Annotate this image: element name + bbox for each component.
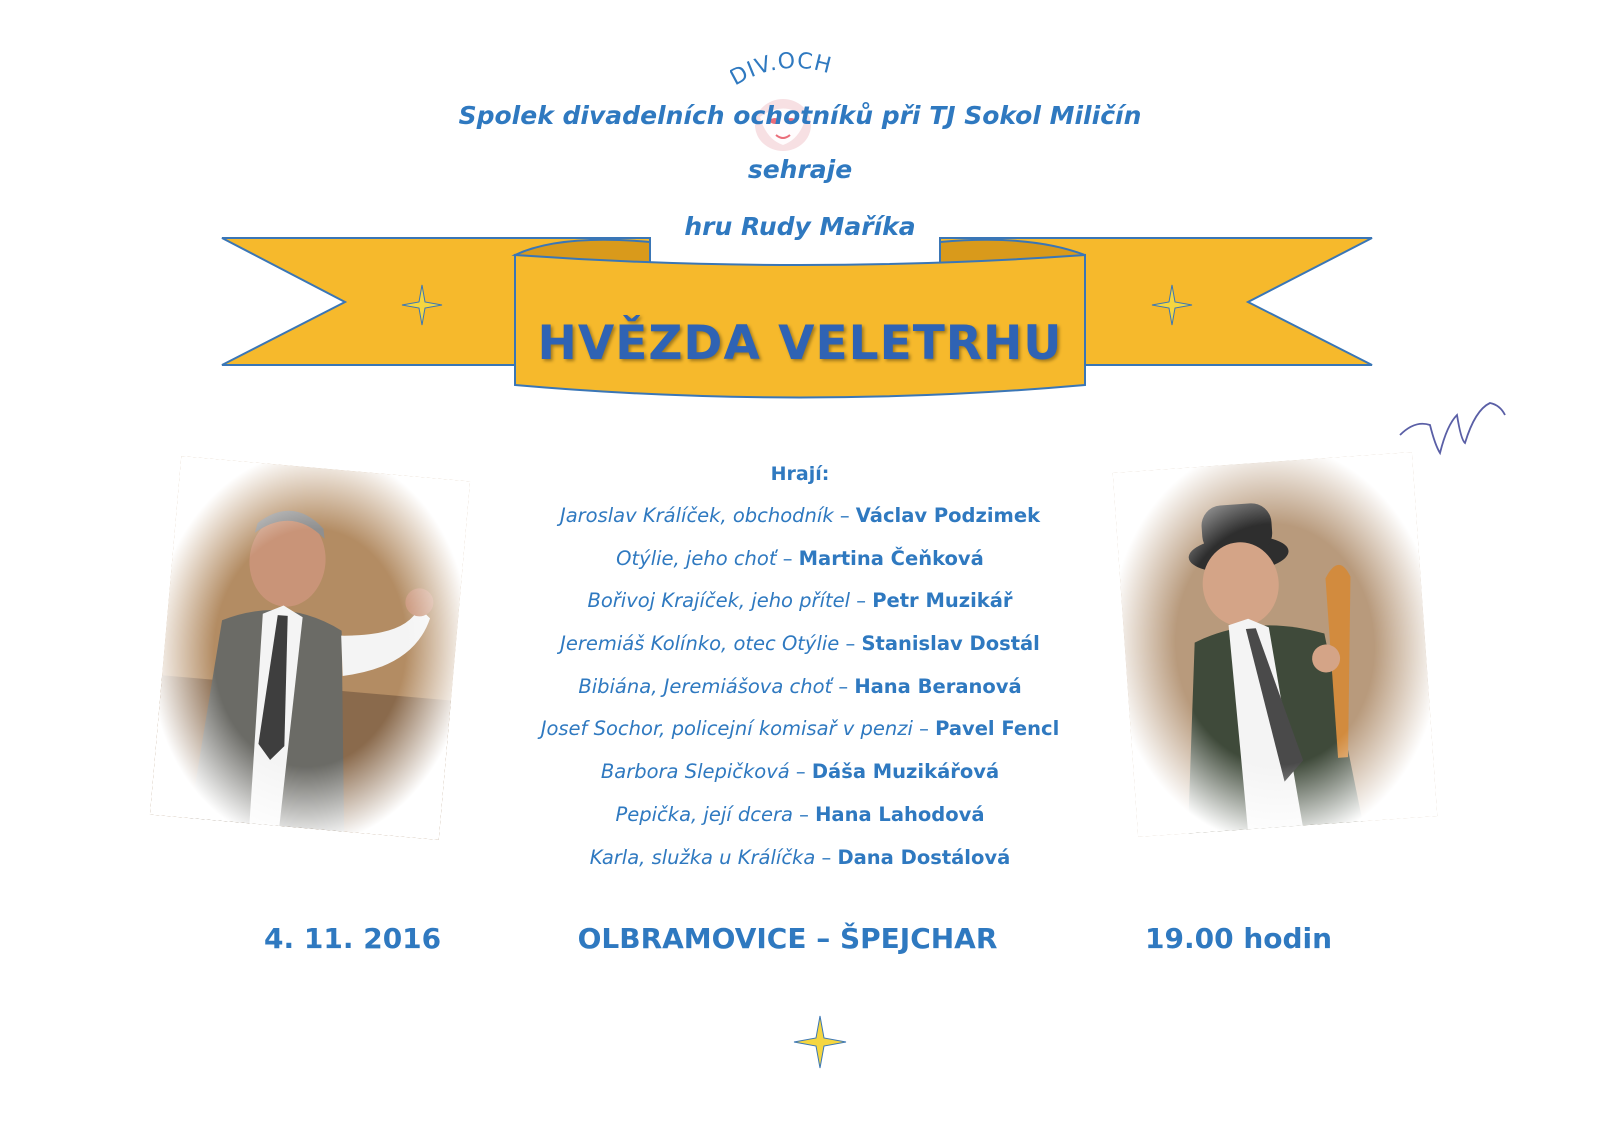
cast-actor: Petr Muzikář bbox=[872, 589, 1013, 613]
handwritten-mark bbox=[1395, 395, 1510, 460]
cast-role: Bořivoj Krajíček, jeho přítel bbox=[587, 589, 851, 613]
cast-role: Josef Sochor, policejní komisař v penzi bbox=[540, 717, 913, 741]
cast-actor: Pavel Fencl bbox=[935, 717, 1060, 741]
cast-role: Barbora Slepičková bbox=[600, 760, 790, 784]
cast-separator: – bbox=[789, 760, 812, 784]
logo-text: IV.OCH bbox=[743, 52, 835, 84]
cast-heading: Hrají: bbox=[770, 463, 830, 485]
event-place: OLBRAMOVICE – ŠPEJCHAR bbox=[577, 922, 998, 955]
cast-actor: Stanislav Dostál bbox=[861, 632, 1040, 656]
four-point-star-icon bbox=[792, 1014, 848, 1070]
logo bbox=[730, 52, 860, 92]
cast-role: Karla, služka u Králíčka bbox=[589, 845, 816, 869]
cast-role: Bibiána, Jeremiášova choť bbox=[578, 674, 833, 698]
cast-role: Jaroslav Králíček, obchodník bbox=[559, 504, 834, 527]
cast-separator: – bbox=[815, 845, 838, 869]
cast-actor: Václav Podzimek bbox=[855, 504, 1041, 527]
cast-actor: Hana Beranová bbox=[854, 674, 1022, 698]
actor-photo-right bbox=[1113, 452, 1438, 837]
cast-separator: – bbox=[839, 632, 862, 656]
four-point-star-icon bbox=[1150, 283, 1194, 327]
event-time: 19.00 hodin bbox=[1145, 922, 1333, 955]
logo-arc-text bbox=[730, 52, 860, 92]
cast-role: Jeremiáš Kolínko, otec Otýlie bbox=[560, 632, 840, 656]
cast-actor: Dana Dostálová bbox=[837, 845, 1011, 869]
cast-role: Otýlie, jeho choť bbox=[616, 546, 777, 570]
actor-photo-left bbox=[150, 456, 470, 840]
cast-separator: – bbox=[850, 589, 873, 613]
cast-role: Pepička, její dcera bbox=[615, 802, 793, 826]
organization-name: Spolek divadelních ochotníků při TJ Sokol Miličín bbox=[458, 101, 1142, 130]
four-point-star-icon bbox=[400, 283, 444, 327]
play-title: HVĚZDA VELETRHU bbox=[537, 316, 1063, 371]
cast-separator: – bbox=[912, 717, 936, 741]
event-date: 4. 11. 2016 bbox=[264, 922, 442, 955]
performs-text: sehraje bbox=[747, 155, 853, 184]
cast-item bbox=[0, 842, 1600, 885]
svg-text:DIV.OCH bbox=[730, 52, 835, 91]
cast-separator: – bbox=[792, 802, 816, 826]
cast-actor: Martina Čeňková bbox=[798, 546, 984, 570]
cast-separator: – bbox=[832, 674, 855, 698]
cast-actor: Hana Lahodová bbox=[815, 802, 985, 826]
cast-separator: – bbox=[833, 504, 856, 527]
play-author: hru Rudy Maříka bbox=[684, 212, 916, 241]
cast-separator: – bbox=[776, 546, 799, 570]
cast-actor: Dáša Muzikářová bbox=[811, 760, 1000, 784]
